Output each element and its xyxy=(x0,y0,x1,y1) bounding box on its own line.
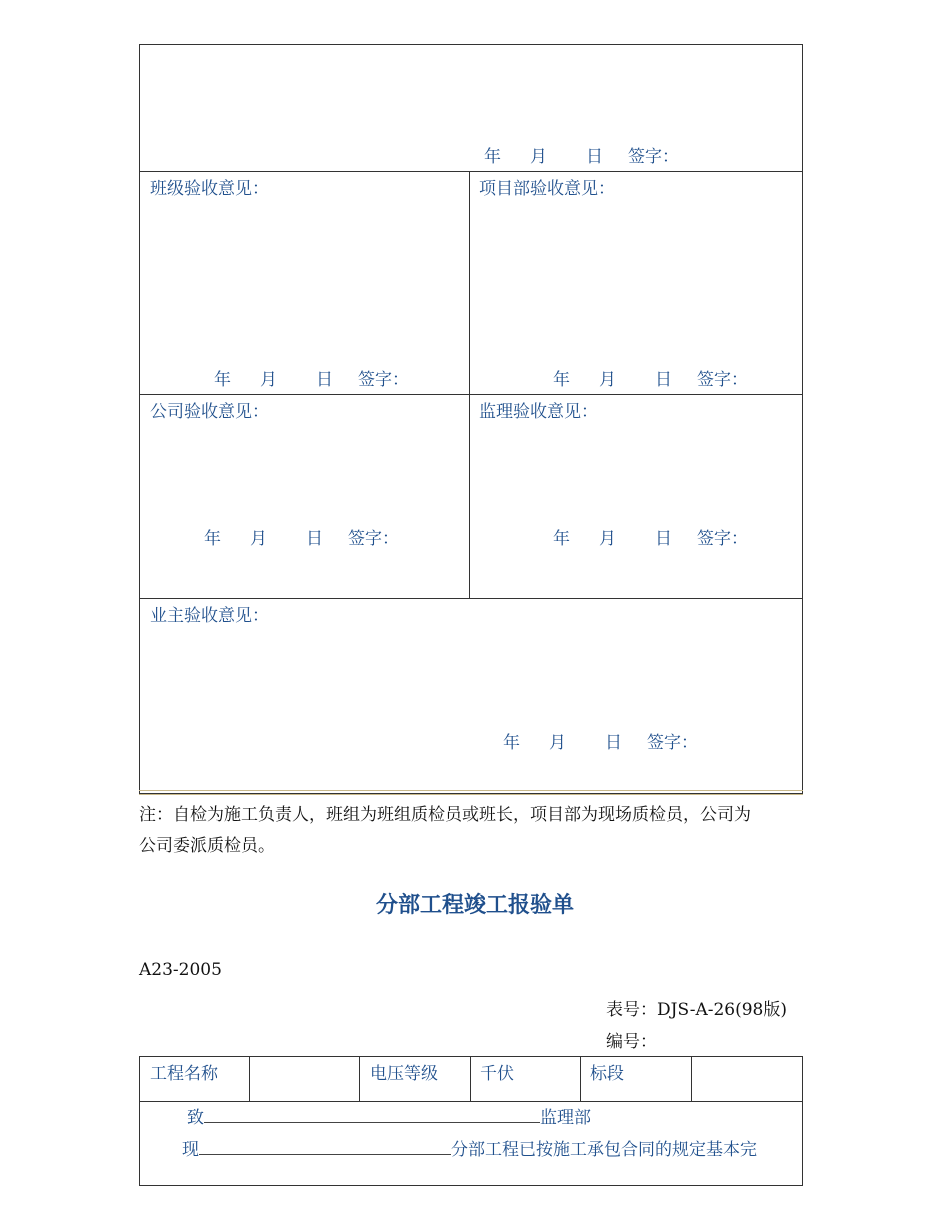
column-divider xyxy=(359,1056,360,1101)
owner-opinion-label: 业主验收意见： xyxy=(150,606,269,626)
row-divider xyxy=(139,394,803,395)
month-label: 月 xyxy=(260,370,277,390)
row-divider xyxy=(139,171,803,172)
sign-label: 签字： xyxy=(697,529,748,549)
column-divider xyxy=(249,1056,250,1101)
day-label: 日 xyxy=(655,370,672,390)
to-suffix: 监理部 xyxy=(540,1108,591,1128)
year-label: 年 xyxy=(503,733,520,753)
section-header: 标段 xyxy=(590,1064,624,1084)
project-name-header: 工程名称 xyxy=(150,1064,218,1084)
team-opinion-label: 班级验收意见： xyxy=(150,179,269,199)
month-label: 月 xyxy=(599,529,616,549)
project-opinion-label: 项目部验收意见： xyxy=(479,179,615,199)
to-prefix: 致 xyxy=(187,1108,204,1128)
day-label: 日 xyxy=(605,733,622,753)
sign-label: 签字： xyxy=(647,733,698,753)
supervision-opinion-date-sign xyxy=(553,524,748,549)
statement-line xyxy=(182,1135,757,1160)
supervision-opinion-label: 监理验收意见： xyxy=(479,402,598,422)
month-label: 月 xyxy=(530,147,547,167)
form-title: 分部工程竣工报验单 xyxy=(375,893,574,918)
column-divider xyxy=(469,171,470,598)
note-line-2: 公司委派质检员。 xyxy=(139,836,275,856)
year-label: 年 xyxy=(214,370,231,390)
project-opinion-date-sign xyxy=(553,365,748,390)
table-bottom-double-rule xyxy=(139,790,803,795)
serial-number-label: 编号： xyxy=(606,1032,657,1052)
sign-label: 签字： xyxy=(628,147,679,167)
now-prefix: 现 xyxy=(182,1140,199,1160)
day-label: 日 xyxy=(586,147,603,167)
supervisor-blank[interactable] xyxy=(204,1108,540,1123)
team-opinion-date-sign xyxy=(214,365,409,390)
year-label: 年 xyxy=(204,529,221,549)
addressee-line xyxy=(187,1103,591,1128)
project-name-value[interactable] xyxy=(251,1058,357,1099)
row-divider xyxy=(139,598,803,599)
section-value[interactable] xyxy=(693,1058,801,1099)
top-section-date-sign xyxy=(484,142,679,167)
day-label: 日 xyxy=(316,370,333,390)
day-label: 日 xyxy=(655,529,672,549)
year-label: 年 xyxy=(553,529,570,549)
column-divider xyxy=(470,1056,471,1101)
form-number: 表号：DJS-A-26(98版) xyxy=(606,1000,788,1020)
note-line-1: 注：自检为施工负责人，班组为班组质检员或班长，项目部为现场质检员，公司为 xyxy=(139,805,751,825)
sign-label: 签字： xyxy=(697,370,748,390)
column-divider xyxy=(580,1056,581,1101)
sign-label: 签字： xyxy=(348,529,399,549)
row-divider xyxy=(139,1101,803,1102)
document-code: A23-2005 xyxy=(139,960,222,980)
voltage-level-header: 电压等级 xyxy=(370,1064,438,1084)
month-label: 月 xyxy=(549,733,566,753)
subproject-blank[interactable] xyxy=(199,1140,451,1155)
month-label: 月 xyxy=(250,529,267,549)
now-suffix: 分部工程已按施工承包合同的规定基本完 xyxy=(451,1140,757,1160)
sign-label: 签字： xyxy=(358,370,409,390)
owner-opinion-date-sign xyxy=(503,728,698,753)
kilovolt-cell: 千伏 xyxy=(480,1064,514,1084)
month-label: 月 xyxy=(599,370,616,390)
year-label: 年 xyxy=(553,370,570,390)
column-divider xyxy=(691,1056,692,1101)
day-label: 日 xyxy=(306,529,323,549)
company-opinion-label: 公司验收意见： xyxy=(150,402,269,422)
year-label: 年 xyxy=(484,147,501,167)
company-opinion-date-sign xyxy=(204,524,399,549)
